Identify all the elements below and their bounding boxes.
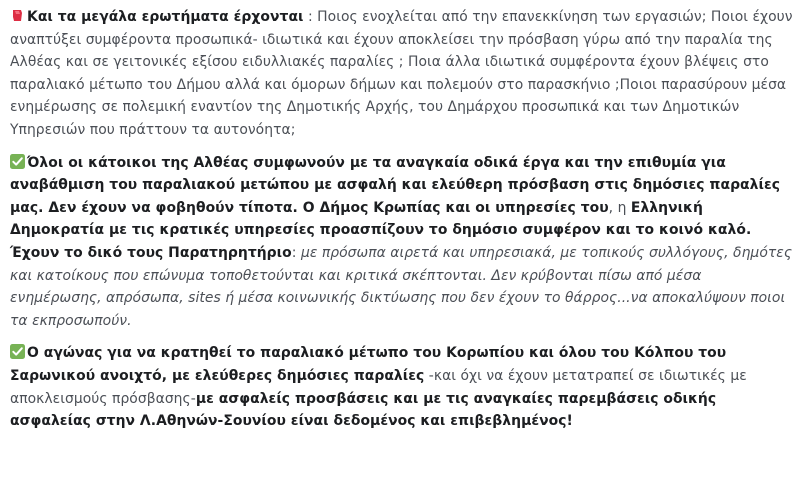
paragraph-struggle (10, 342, 794, 432)
residents-statement: Όλοι οι κάτοικοι της Αλθέας συμφωνούν με τα αναγκαία οδικά έργα και την επιθυμία για αναβάθμιση του παραλιακού μετώπου με ασφαλή και ελεύθερη πρόσβαση στις δημόσιες παραλίες μας. Δεν έχουν να φοβηθούν τίποτα. Ο Δήμος Κρωπίας και οι υπηρεσίες του (10, 154, 781, 216)
colon-separator: : (291, 244, 301, 261)
questions-text: : Ποιος ενοχλείται από την επανεκκίνηση των εργασιών; Ποιοι έχουν αναπτύξει συμφέροντα προσωπικά- ιδιωτικά και έχουν αποκλείσει την πρόσβαση γύρω από την παραλία της Αλθέας και σε γειτονικές εξίσου ειδυλλιακές παραλίες ; Ποια άλλα ιδιωτικά συμφέροντα έχουν βλέψεις στο παραλιακό μέτωπο του Δήμου αλλά και όμορων δήμων και πολεμούν στο παρασκήνιο ;Ποιοι παρασύρουν μέσα ενημέρωσης σε πολεμική εναντίον της Δημοτικής Αρχής, του Δημάρχου προσωπικά και των Δημοτικών Υπηρεσιών που πράττουν τα αυτονόητα; (10, 9, 793, 138)
struggle-aside: -και όχι να έχουν μετατραπεί σε ιδιωτικές με αποκλεισμούς πρόσβασης- (10, 367, 747, 407)
red-pin-icon (10, 8, 25, 23)
struggle-conclusion: με ασφαλείς προσβάσεις και με τις αναγκαίες παρεμβάσεις οδικής ασφαλείας στην Λ.Αθηνών-Σουνίου είναι δεδομένος και επιβεβλημένος! (10, 390, 717, 430)
struggle-statement: Ο αγώνας για να κρατηθεί το παραλιακό μέτωπο του Κορωπίου και όλου του Κόλπου του Σαρωνικού ανοιχτό, με ελεύθερες δημόσιες παραλίες (10, 345, 727, 384)
questions-heading: Και τα μεγάλα ερωτήματα έρχονται (27, 9, 304, 25)
paragraph-questions (10, 6, 794, 142)
observatory-description: με πρόσωπα αιρετά και υπηρεσιακά, με τοπικούς συλλόγους, δημότες και κατοίκους που επώνυμα τοποθετούνται και κριτικά σκέπτονται. Δεν κρύβονται πίσω από μέσα ενημέρωσης, απρόσωπα, sites ή μέσα κοινωνικής δικτύωσης που δεν έχουν το θάρρος...να αποκαλύψουν ποιοι τα εκπροσωπούν. (10, 244, 793, 329)
paragraph-residents-agree (10, 152, 794, 333)
democracy-statement: Ελληνική Δημοκρατία με τις κρατικές υπηρεσίες προασπίζουν το δημόσιο συμφέρον και το κοινό καλό. Έχουν το δικό τους Παρατηρητήριο (10, 199, 752, 261)
check-mark-icon (10, 344, 25, 359)
check-mark-icon (10, 154, 25, 169)
residents-connector: , η (608, 199, 631, 216)
